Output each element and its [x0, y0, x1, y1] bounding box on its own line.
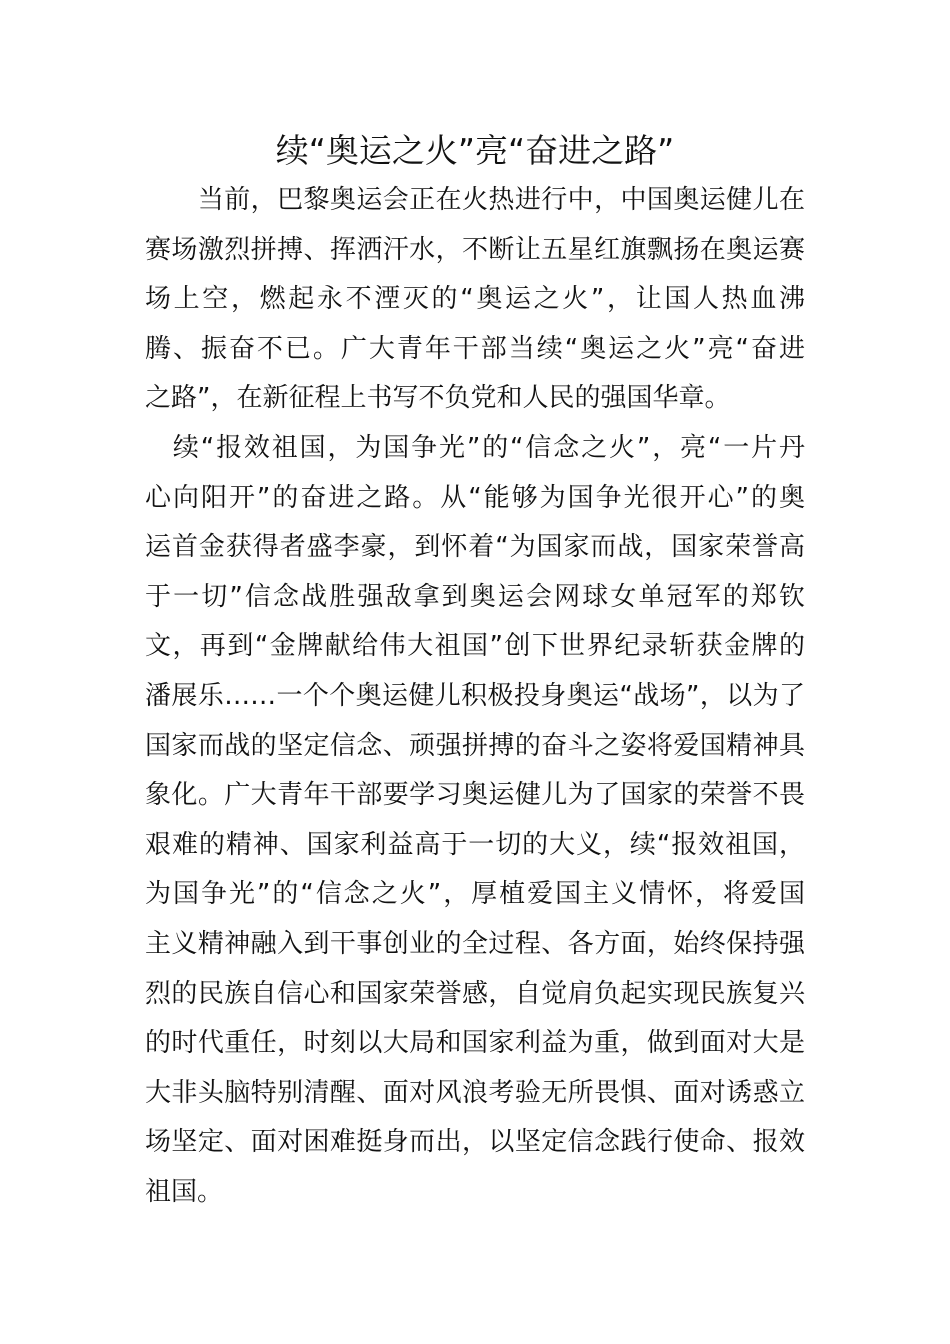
text-line: 国家而战的坚定信念、顽强拼搏的奋斗之姿将爱国精神具 — [145, 730, 805, 761]
text-line: 续“报效祖国，为国争光”的“信念之火”，亮“一片丹 — [145, 432, 805, 463]
text-line: 的时代重任，时刻以大局和国家利益为重，做到面对大是 — [145, 1028, 805, 1059]
text-line: 烈的民族自信心和国家荣誉感，自觉肩负起实现民族复兴 — [145, 978, 805, 1009]
text-line: 主义精神融入到干事创业的全过程、各方面，始终保持强 — [145, 928, 805, 959]
text-line: 运首金获得者盛李豪，到怀着“为国家而战，国家荣誉高 — [145, 532, 805, 563]
text-line: 于一切”信念战胜强敌拿到奥运会网球女单冠军的郑钦 — [145, 581, 805, 612]
document-body — [145, 176, 805, 1217]
text-line: 腾、振奋不已。广大青年干部当续“奥运之火”亮“奋进 — [145, 333, 805, 364]
text-line: 场坚定、面对困难挺身而出，以坚定信念践行使命、报效 — [145, 1127, 805, 1158]
paragraph-faith — [145, 424, 805, 1218]
text-line: 文，再到“金牌献给伟大祖国”创下世界纪录斩获金牌的 — [145, 631, 805, 662]
text-line: 当前，巴黎奥运会正在火热进行中，中国奥运健儿在 — [145, 185, 805, 215]
text-line: 艰难的精神、国家利益高于一切的大义，续“报效祖国， — [145, 829, 805, 860]
text-line: 赛场激烈拼搏、挥洒汗水，不断让五星红旗飘扬在奥运赛 — [145, 234, 805, 265]
text-line: 象化。广大青年干部要学习奥运健儿为了国家的荣誉不畏 — [145, 780, 805, 811]
text-line: 潘展乐……一个个奥运健儿积极投身奥运“战场”，以为了 — [145, 680, 805, 711]
text-line: 场上空，燃起永不湮灭的“奥运之火”，让国人热血沸 — [145, 284, 805, 315]
text-line: 之路”，在新征程上书写不负党和人民的强国华章。 — [145, 383, 731, 414]
text-line: 心向阳开”的奋进之路。从“能够为国争光很开心”的奥 — [145, 482, 805, 513]
document-title: 续“奥运之火”亮“奋进之路” — [275, 131, 675, 170]
text-line: 祖国。 — [145, 1176, 224, 1207]
text-line: 为国争光”的“信念之火”，厚植爱国主义情怀，将爱国 — [145, 879, 805, 910]
text-line: 大非头脑特别清醒、面对风浪考验无所畏惧、面对诱惑立 — [145, 1077, 805, 1108]
paragraph-intro — [145, 176, 805, 424]
